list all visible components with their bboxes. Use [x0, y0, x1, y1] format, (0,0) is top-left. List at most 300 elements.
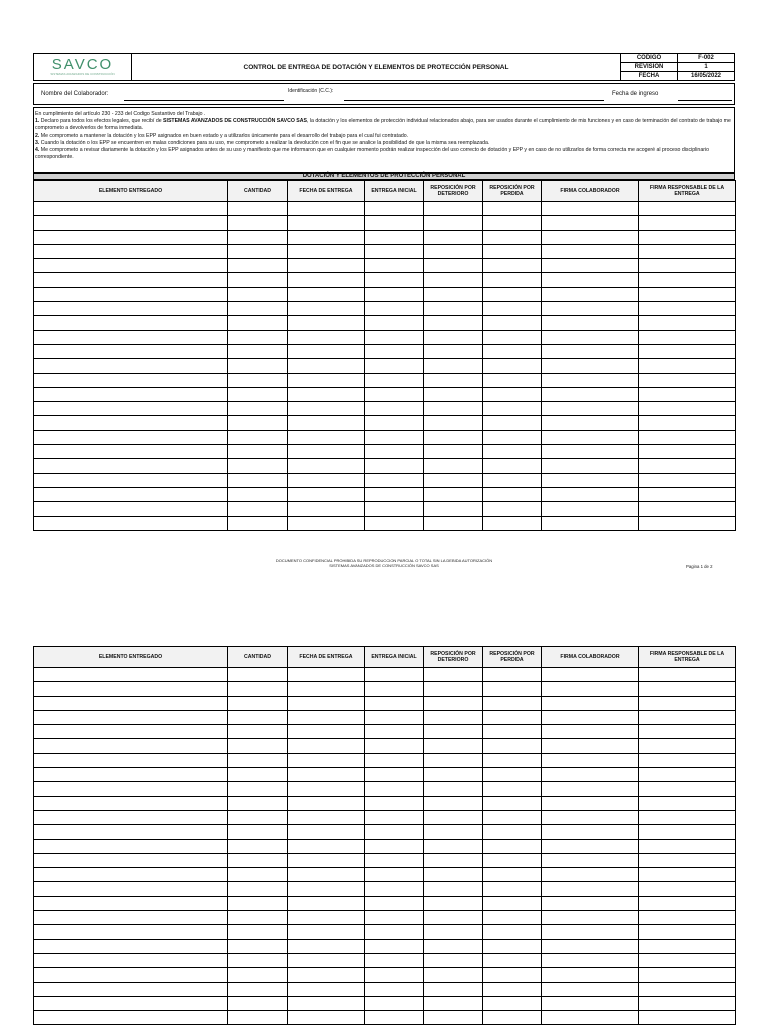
table-cell[interactable]: [424, 810, 483, 824]
table-cell[interactable]: [542, 244, 639, 258]
table-cell[interactable]: [228, 668, 288, 682]
table-cell[interactable]: [288, 302, 365, 316]
table-cell[interactable]: [34, 387, 228, 401]
table-cell[interactable]: [228, 739, 288, 753]
table-cell[interactable]: [288, 668, 365, 682]
table-cell[interactable]: [483, 953, 542, 967]
table-cell[interactable]: [639, 445, 736, 459]
table-cell[interactable]: [34, 344, 228, 358]
table-cell[interactable]: [483, 968, 542, 982]
table-cell[interactable]: [542, 710, 639, 724]
table-cell[interactable]: [288, 259, 365, 273]
table-cell[interactable]: [639, 516, 736, 530]
table-cell[interactable]: [228, 330, 288, 344]
table-cell[interactable]: [639, 739, 736, 753]
table-cell[interactable]: [228, 402, 288, 416]
table-cell[interactable]: [228, 982, 288, 996]
table-cell[interactable]: [424, 782, 483, 796]
table-cell[interactable]: [365, 473, 424, 487]
table-cell[interactable]: [365, 796, 424, 810]
table-cell[interactable]: [542, 287, 639, 301]
table-cell[interactable]: [424, 682, 483, 696]
table-cell[interactable]: [424, 302, 483, 316]
table-cell[interactable]: [34, 487, 228, 501]
table-cell[interactable]: [365, 516, 424, 530]
table-cell[interactable]: [228, 782, 288, 796]
table-cell[interactable]: [483, 416, 542, 430]
table-cell[interactable]: [228, 1011, 288, 1025]
table-cell[interactable]: [483, 287, 542, 301]
table-cell[interactable]: [288, 768, 365, 782]
table-cell[interactable]: [288, 725, 365, 739]
table-cell[interactable]: [34, 868, 228, 882]
table-cell[interactable]: [34, 459, 228, 473]
table-cell[interactable]: [228, 968, 288, 982]
table-cell[interactable]: [483, 668, 542, 682]
table-cell[interactable]: [639, 810, 736, 824]
table-cell[interactable]: [424, 710, 483, 724]
table-cell[interactable]: [34, 796, 228, 810]
table-cell[interactable]: [483, 445, 542, 459]
table-cell[interactable]: [228, 316, 288, 330]
table-cell[interactable]: [424, 825, 483, 839]
table-cell[interactable]: [228, 911, 288, 925]
table-cell[interactable]: [639, 796, 736, 810]
table-cell[interactable]: [365, 302, 424, 316]
table-cell[interactable]: [365, 768, 424, 782]
table-cell[interactable]: [424, 473, 483, 487]
table-cell[interactable]: [483, 725, 542, 739]
table-cell[interactable]: [639, 416, 736, 430]
table-cell[interactable]: [228, 373, 288, 387]
table-cell[interactable]: [288, 273, 365, 287]
table-cell[interactable]: [483, 768, 542, 782]
table-cell[interactable]: [34, 373, 228, 387]
table-cell[interactable]: [365, 839, 424, 853]
table-cell[interactable]: [424, 516, 483, 530]
table-cell[interactable]: [34, 782, 228, 796]
table-cell[interactable]: [365, 782, 424, 796]
table-cell[interactable]: [365, 344, 424, 358]
table-cell[interactable]: [288, 882, 365, 896]
table-cell[interactable]: [34, 330, 228, 344]
table-cell[interactable]: [542, 430, 639, 444]
table-cell[interactable]: [228, 853, 288, 867]
table-cell[interactable]: [228, 896, 288, 910]
table-cell[interactable]: [542, 782, 639, 796]
table-cell[interactable]: [288, 796, 365, 810]
table-cell[interactable]: [483, 1011, 542, 1025]
table-cell[interactable]: [483, 487, 542, 501]
table-cell[interactable]: [288, 968, 365, 982]
table-cell[interactable]: [542, 344, 639, 358]
table-cell[interactable]: [483, 982, 542, 996]
table-cell[interactable]: [639, 753, 736, 767]
table-cell[interactable]: [228, 359, 288, 373]
table-cell[interactable]: [424, 853, 483, 867]
table-cell[interactable]: [424, 996, 483, 1010]
table-cell[interactable]: [639, 853, 736, 867]
table-cell[interactable]: [365, 810, 424, 824]
table-cell[interactable]: [365, 968, 424, 982]
table-cell[interactable]: [483, 502, 542, 516]
table-cell[interactable]: [542, 725, 639, 739]
table-cell[interactable]: [288, 387, 365, 401]
table-cell[interactable]: [542, 216, 639, 230]
table-cell[interactable]: [288, 853, 365, 867]
table-cell[interactable]: [639, 402, 736, 416]
table-cell[interactable]: [365, 939, 424, 953]
table-cell[interactable]: [288, 925, 365, 939]
table-cell[interactable]: [228, 953, 288, 967]
table-cell[interactable]: [365, 487, 424, 501]
table-cell[interactable]: [365, 696, 424, 710]
table-cell[interactable]: [288, 430, 365, 444]
table-cell[interactable]: [483, 302, 542, 316]
table-cell[interactable]: [288, 487, 365, 501]
table-cell[interactable]: [483, 373, 542, 387]
table-cell[interactable]: [424, 459, 483, 473]
table-cell[interactable]: [288, 911, 365, 925]
table-cell[interactable]: [542, 753, 639, 767]
table-cell[interactable]: [483, 739, 542, 753]
table-cell[interactable]: [542, 911, 639, 925]
table-cell[interactable]: [483, 939, 542, 953]
table-cell[interactable]: [483, 244, 542, 258]
table-cell[interactable]: [365, 259, 424, 273]
table-cell[interactable]: [542, 839, 639, 853]
table-cell[interactable]: [483, 882, 542, 896]
table-cell[interactable]: [542, 230, 639, 244]
entry-date-field[interactable]: [678, 100, 732, 101]
table-cell[interactable]: [424, 968, 483, 982]
table-cell[interactable]: [483, 868, 542, 882]
table-cell[interactable]: [228, 416, 288, 430]
table-cell[interactable]: [34, 825, 228, 839]
table-cell[interactable]: [34, 1011, 228, 1025]
table-cell[interactable]: [639, 982, 736, 996]
table-cell[interactable]: [34, 682, 228, 696]
table-cell[interactable]: [542, 316, 639, 330]
table-cell[interactable]: [542, 473, 639, 487]
table-cell[interactable]: [542, 696, 639, 710]
table-cell[interactable]: [424, 502, 483, 516]
table-cell[interactable]: [424, 939, 483, 953]
table-cell[interactable]: [288, 739, 365, 753]
table-cell[interactable]: [542, 953, 639, 967]
table-cell[interactable]: [483, 682, 542, 696]
table-cell[interactable]: [542, 459, 639, 473]
table-cell[interactable]: [424, 839, 483, 853]
table-cell[interactable]: [288, 473, 365, 487]
table-cell[interactable]: [424, 668, 483, 682]
table-cell[interactable]: [483, 810, 542, 824]
table-cell[interactable]: [288, 373, 365, 387]
table-cell[interactable]: [639, 839, 736, 853]
table-cell[interactable]: [228, 230, 288, 244]
table-cell[interactable]: [639, 925, 736, 939]
table-cell[interactable]: [365, 502, 424, 516]
table-cell[interactable]: [639, 696, 736, 710]
table-cell[interactable]: [542, 668, 639, 682]
table-cell[interactable]: [34, 502, 228, 516]
table-cell[interactable]: [542, 302, 639, 316]
table-cell[interactable]: [365, 330, 424, 344]
table-cell[interactable]: [483, 782, 542, 796]
table-cell[interactable]: [288, 416, 365, 430]
table-cell[interactable]: [288, 230, 365, 244]
table-cell[interactable]: [228, 273, 288, 287]
table-cell[interactable]: [639, 473, 736, 487]
table-cell[interactable]: [228, 459, 288, 473]
table-cell[interactable]: [288, 839, 365, 853]
table-cell[interactable]: [639, 682, 736, 696]
table-cell[interactable]: [288, 216, 365, 230]
table-cell[interactable]: [228, 725, 288, 739]
table-cell[interactable]: [34, 696, 228, 710]
table-cell[interactable]: [34, 273, 228, 287]
table-cell[interactable]: [365, 668, 424, 682]
table-cell[interactable]: [365, 416, 424, 430]
table-cell[interactable]: [483, 516, 542, 530]
table-cell[interactable]: [542, 445, 639, 459]
table-cell[interactable]: [424, 202, 483, 216]
table-cell[interactable]: [228, 682, 288, 696]
table-cell[interactable]: [542, 202, 639, 216]
table-cell[interactable]: [424, 216, 483, 230]
table-cell[interactable]: [365, 710, 424, 724]
table-cell[interactable]: [228, 487, 288, 501]
table-cell[interactable]: [542, 925, 639, 939]
table-cell[interactable]: [424, 882, 483, 896]
table-cell[interactable]: [228, 302, 288, 316]
table-cell[interactable]: [639, 953, 736, 967]
table-cell[interactable]: [424, 259, 483, 273]
table-cell[interactable]: [639, 868, 736, 882]
table-cell[interactable]: [34, 839, 228, 853]
table-cell[interactable]: [228, 996, 288, 1010]
table-cell[interactable]: [542, 810, 639, 824]
table-cell[interactable]: [288, 996, 365, 1010]
table-cell[interactable]: [288, 402, 365, 416]
table-cell[interactable]: [288, 202, 365, 216]
table-cell[interactable]: [639, 882, 736, 896]
table-cell[interactable]: [424, 287, 483, 301]
table-cell[interactable]: [288, 316, 365, 330]
table-cell[interactable]: [288, 782, 365, 796]
table-cell[interactable]: [639, 896, 736, 910]
table-cell[interactable]: [483, 202, 542, 216]
table-cell[interactable]: [34, 925, 228, 939]
table-cell[interactable]: [228, 925, 288, 939]
table-cell[interactable]: [639, 344, 736, 358]
table-cell[interactable]: [34, 516, 228, 530]
table-cell[interactable]: [424, 402, 483, 416]
table-cell[interactable]: [424, 868, 483, 882]
table-cell[interactable]: [424, 725, 483, 739]
table-cell[interactable]: [34, 753, 228, 767]
table-cell[interactable]: [288, 982, 365, 996]
table-cell[interactable]: [365, 202, 424, 216]
table-cell[interactable]: [365, 825, 424, 839]
table-cell[interactable]: [365, 853, 424, 867]
table-cell[interactable]: [639, 216, 736, 230]
table-cell[interactable]: [639, 996, 736, 1010]
table-cell[interactable]: [542, 359, 639, 373]
table-cell[interactable]: [288, 445, 365, 459]
table-cell[interactable]: [483, 825, 542, 839]
table-cell[interactable]: [542, 502, 639, 516]
table-cell[interactable]: [288, 244, 365, 258]
table-cell[interactable]: [542, 939, 639, 953]
table-cell[interactable]: [34, 287, 228, 301]
table-cell[interactable]: [483, 796, 542, 810]
table-cell[interactable]: [365, 1011, 424, 1025]
table-cell[interactable]: [34, 810, 228, 824]
table-cell[interactable]: [483, 344, 542, 358]
table-cell[interactable]: [228, 868, 288, 882]
table-cell[interactable]: [483, 753, 542, 767]
table-cell[interactable]: [365, 739, 424, 753]
table-cell[interactable]: [483, 230, 542, 244]
table-cell[interactable]: [228, 796, 288, 810]
table-cell[interactable]: [288, 330, 365, 344]
table-cell[interactable]: [34, 953, 228, 967]
table-cell[interactable]: [424, 796, 483, 810]
table-cell[interactable]: [34, 882, 228, 896]
table-cell[interactable]: [542, 373, 639, 387]
table-cell[interactable]: [365, 359, 424, 373]
table-cell[interactable]: [34, 982, 228, 996]
table-cell[interactable]: [542, 996, 639, 1010]
table-cell[interactable]: [228, 696, 288, 710]
table-cell[interactable]: [639, 316, 736, 330]
table-cell[interactable]: [639, 244, 736, 258]
table-cell[interactable]: [228, 387, 288, 401]
table-cell[interactable]: [228, 445, 288, 459]
table-cell[interactable]: [483, 316, 542, 330]
table-cell[interactable]: [542, 273, 639, 287]
table-cell[interactable]: [483, 259, 542, 273]
table-cell[interactable]: [288, 953, 365, 967]
table-cell[interactable]: [639, 1011, 736, 1025]
table-cell[interactable]: [288, 287, 365, 301]
table-cell[interactable]: [288, 516, 365, 530]
table-cell[interactable]: [365, 868, 424, 882]
table-cell[interactable]: [288, 710, 365, 724]
table-cell[interactable]: [639, 330, 736, 344]
table-cell[interactable]: [639, 725, 736, 739]
table-cell[interactable]: [639, 373, 736, 387]
table-cell[interactable]: [228, 839, 288, 853]
table-cell[interactable]: [365, 459, 424, 473]
table-cell[interactable]: [542, 982, 639, 996]
table-cell[interactable]: [483, 216, 542, 230]
table-cell[interactable]: [483, 430, 542, 444]
table-cell[interactable]: [542, 796, 639, 810]
table-cell[interactable]: [34, 710, 228, 724]
table-cell[interactable]: [34, 739, 228, 753]
table-cell[interactable]: [34, 416, 228, 430]
table-cell[interactable]: [34, 768, 228, 782]
table-cell[interactable]: [34, 911, 228, 925]
table-cell[interactable]: [483, 696, 542, 710]
table-cell[interactable]: [365, 725, 424, 739]
table-cell[interactable]: [639, 202, 736, 216]
table-cell[interactable]: [639, 273, 736, 287]
table-cell[interactable]: [424, 416, 483, 430]
table-cell[interactable]: [639, 259, 736, 273]
table-cell[interactable]: [542, 682, 639, 696]
table-cell[interactable]: [288, 896, 365, 910]
table-cell[interactable]: [424, 1011, 483, 1025]
table-cell[interactable]: [424, 925, 483, 939]
table-cell[interactable]: [639, 430, 736, 444]
table-cell[interactable]: [34, 968, 228, 982]
table-cell[interactable]: [639, 911, 736, 925]
table-cell[interactable]: [639, 359, 736, 373]
table-cell[interactable]: [542, 739, 639, 753]
table-cell[interactable]: [365, 273, 424, 287]
table-cell[interactable]: [424, 487, 483, 501]
table-cell[interactable]: [424, 696, 483, 710]
table-cell[interactable]: [288, 502, 365, 516]
table-cell[interactable]: [34, 316, 228, 330]
table-cell[interactable]: [365, 244, 424, 258]
table-cell[interactable]: [288, 459, 365, 473]
table-cell[interactable]: [639, 487, 736, 501]
table-cell[interactable]: [483, 853, 542, 867]
collaborator-name-field[interactable]: [124, 100, 284, 101]
table-cell[interactable]: [483, 839, 542, 853]
table-cell[interactable]: [542, 825, 639, 839]
table-cell[interactable]: [365, 287, 424, 301]
table-cell[interactable]: [34, 244, 228, 258]
table-cell[interactable]: [228, 882, 288, 896]
table-cell[interactable]: [34, 896, 228, 910]
table-cell[interactable]: [639, 768, 736, 782]
table-cell[interactable]: [288, 868, 365, 882]
table-cell[interactable]: [424, 753, 483, 767]
table-cell[interactable]: [288, 344, 365, 358]
table-cell[interactable]: [228, 939, 288, 953]
table-cell[interactable]: [542, 768, 639, 782]
table-cell[interactable]: [365, 230, 424, 244]
table-cell[interactable]: [365, 445, 424, 459]
table-cell[interactable]: [483, 710, 542, 724]
table-cell[interactable]: [365, 387, 424, 401]
table-cell[interactable]: [424, 445, 483, 459]
table-cell[interactable]: [365, 896, 424, 910]
table-cell[interactable]: [34, 202, 228, 216]
table-cell[interactable]: [34, 445, 228, 459]
table-cell[interactable]: [483, 330, 542, 344]
table-cell[interactable]: [365, 911, 424, 925]
table-cell[interactable]: [542, 487, 639, 501]
table-cell[interactable]: [424, 330, 483, 344]
id-field[interactable]: [344, 100, 604, 101]
table-cell[interactable]: [34, 259, 228, 273]
table-cell[interactable]: [424, 359, 483, 373]
table-cell[interactable]: [228, 259, 288, 273]
table-cell[interactable]: [228, 516, 288, 530]
table-cell[interactable]: [542, 259, 639, 273]
table-cell[interactable]: [288, 939, 365, 953]
table-cell[interactable]: [542, 1011, 639, 1025]
table-cell[interactable]: [483, 925, 542, 939]
table-cell[interactable]: [365, 753, 424, 767]
table-cell[interactable]: [288, 359, 365, 373]
